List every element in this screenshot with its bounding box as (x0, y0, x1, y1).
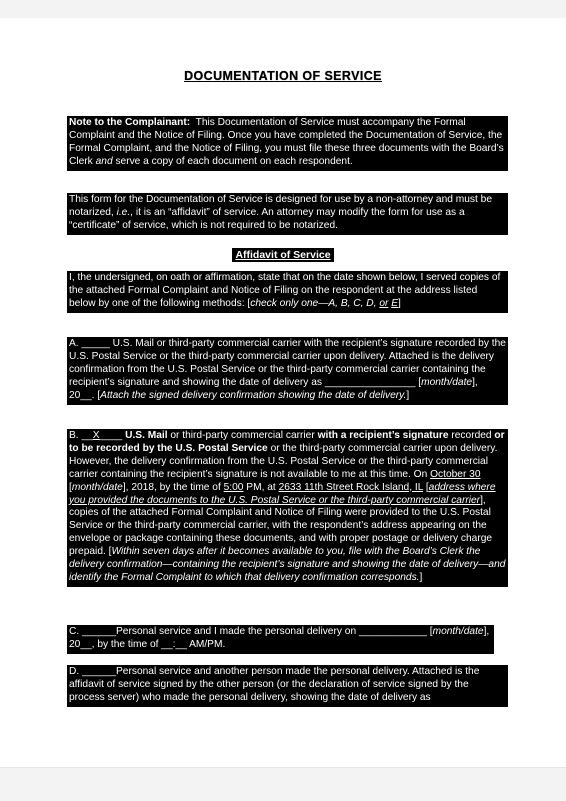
option-b-time: 5:00 (223, 481, 244, 493)
option-b-bold-2: with a recipient’s signature (317, 430, 449, 441)
viewer-top-bar (0, 0, 566, 19)
option-b-month-date: month/date (71, 481, 123, 493)
option-a-instruction: Attach the signed delivery confirmation showing the date of delivery. (100, 389, 407, 401)
option-c-text: C. ______Personal service and I made the personal delivery on ____________ [ (69, 626, 433, 637)
option-b-date: October 30 (430, 468, 481, 480)
option-a-text: A. _____ U.S. Mail or third-party commercial carrier with the recipient’s signature recorded by the U.S. Postal Service or the third-party commercial carrier upon delivery. Attached is the delivery confirmation from the U.S. Postal Service or the third-party commercial carrier containing the recipient’s signature and showing the date of delivery as ________________ [ (69, 338, 506, 388)
option-b-text-8: ], copies of the attached Formal Complaint and Notice of Filing were provided to the U.S. Postal Service or the third-party commercial carrier, with the respondent’s address appearing on the envelope or package containing these documents, and with proper postage or delivery charge prepaid. [ (69, 494, 493, 558)
option-b-blank: ____ (99, 430, 126, 441)
option-b-text-1: or third-party commercial carrier (167, 430, 318, 441)
document-title: DOCUMENTATION OF SERVICE (184, 69, 382, 83)
form-note-text-1: This form for the Documentation of Service is designed for use by a non-attorney and must be notarized, (69, 194, 493, 218)
option-b-text-4: [ (69, 481, 72, 493)
option-b-bold-3: or to be recorded by the U.S. Postal Service (69, 430, 505, 454)
option-b-address: 2633 11th Street Rock Island, IL (278, 481, 423, 493)
option-b-bold-1: U.S. Mail (125, 430, 168, 441)
option-b-text-7: [ (423, 481, 429, 493)
option-b-instruction: Within seven days after it becomes available to you, file with the Board’s Clerk the delivery confirmation—containing the recipient’s signature and showing the date of delivery—and identify the Formal Complaint to which that delivery confirmation corresponds. (69, 546, 506, 583)
intro-italic: check only one—A, B, C, D, (250, 297, 380, 309)
option-b (67, 429, 508, 587)
option-c (67, 625, 494, 654)
option-a (67, 337, 508, 405)
option-b-address-hint: address where you provided the documents to the U.S. Postal Service or the third-party commercial carrier (69, 481, 496, 506)
intro-e: E (391, 297, 399, 309)
option-b-end: ] (419, 571, 423, 583)
form-note-ie: i.e. (116, 206, 131, 218)
option-a-text-2: ], 20__. [ (69, 376, 478, 401)
intro-or: or (379, 297, 389, 309)
option-b-text-6: PM, at (243, 481, 279, 493)
option-b-prefix: B. __ (69, 430, 93, 441)
affidavit-heading: Affidavit of Service (232, 248, 333, 262)
option-b-text-3: or the third-party commercial carrier upon delivery. However, the delivery confirmation from the U.S. Postal Service or the third-party commercial carrier containing the recipient’s signature is not available to me at this time. On (69, 442, 498, 480)
form-note-text-2: , it is an “affidavit” of service. An attorney may modify the form for use as a “certificate” of service, which is not required to be notarized. (69, 206, 465, 231)
option-d (67, 665, 508, 707)
option-b-check-mark: X (92, 430, 100, 441)
note-label: Note to the Complainant: (69, 117, 191, 128)
option-a-end: ] (406, 389, 410, 401)
intro-end: ] (398, 297, 401, 309)
option-c-month-date: month/date (432, 626, 484, 637)
intro-text: I, the undersigned, on oath or affirmation, state that on the date shown below, I served copies of the attached Formal Complaint and Notice of Filing on the respondent at the address listed below by one of the following methods: [ (69, 272, 501, 309)
option-b-text-2: recorded (448, 430, 495, 441)
viewer-bottom-bar (0, 767, 566, 801)
option-c-text-2: ], 20__, by the time of __:__ AM/PM. (69, 626, 490, 650)
option-d-text: D. ______Personal service and another person made the personal delivery. Attached is the affidavit of service signed by the other person (or the declaration of service signed by the process server) who made the personal delivery, showing the date of delivery as (69, 666, 480, 703)
note-text-1: This Documentation of Service must accompany the Formal Complaint and the Notice of Filing. Once you have completed the Documentation of Service, the Formal Complaint, and the Notice of Filing, you must file these three documents with the Board’s Clerk (69, 117, 504, 167)
affidavit-heading-row (0, 245, 566, 263)
option-b-text-5: ], 2018, by the time of (122, 481, 224, 493)
note-and: and (95, 155, 113, 167)
note-to-complainant (67, 116, 508, 171)
form-note (67, 193, 508, 235)
option-a-month-date: month/date (421, 376, 473, 388)
note-text-2: serve a copy of each document on each respondent. (112, 155, 353, 167)
affidavit-intro (67, 271, 508, 313)
